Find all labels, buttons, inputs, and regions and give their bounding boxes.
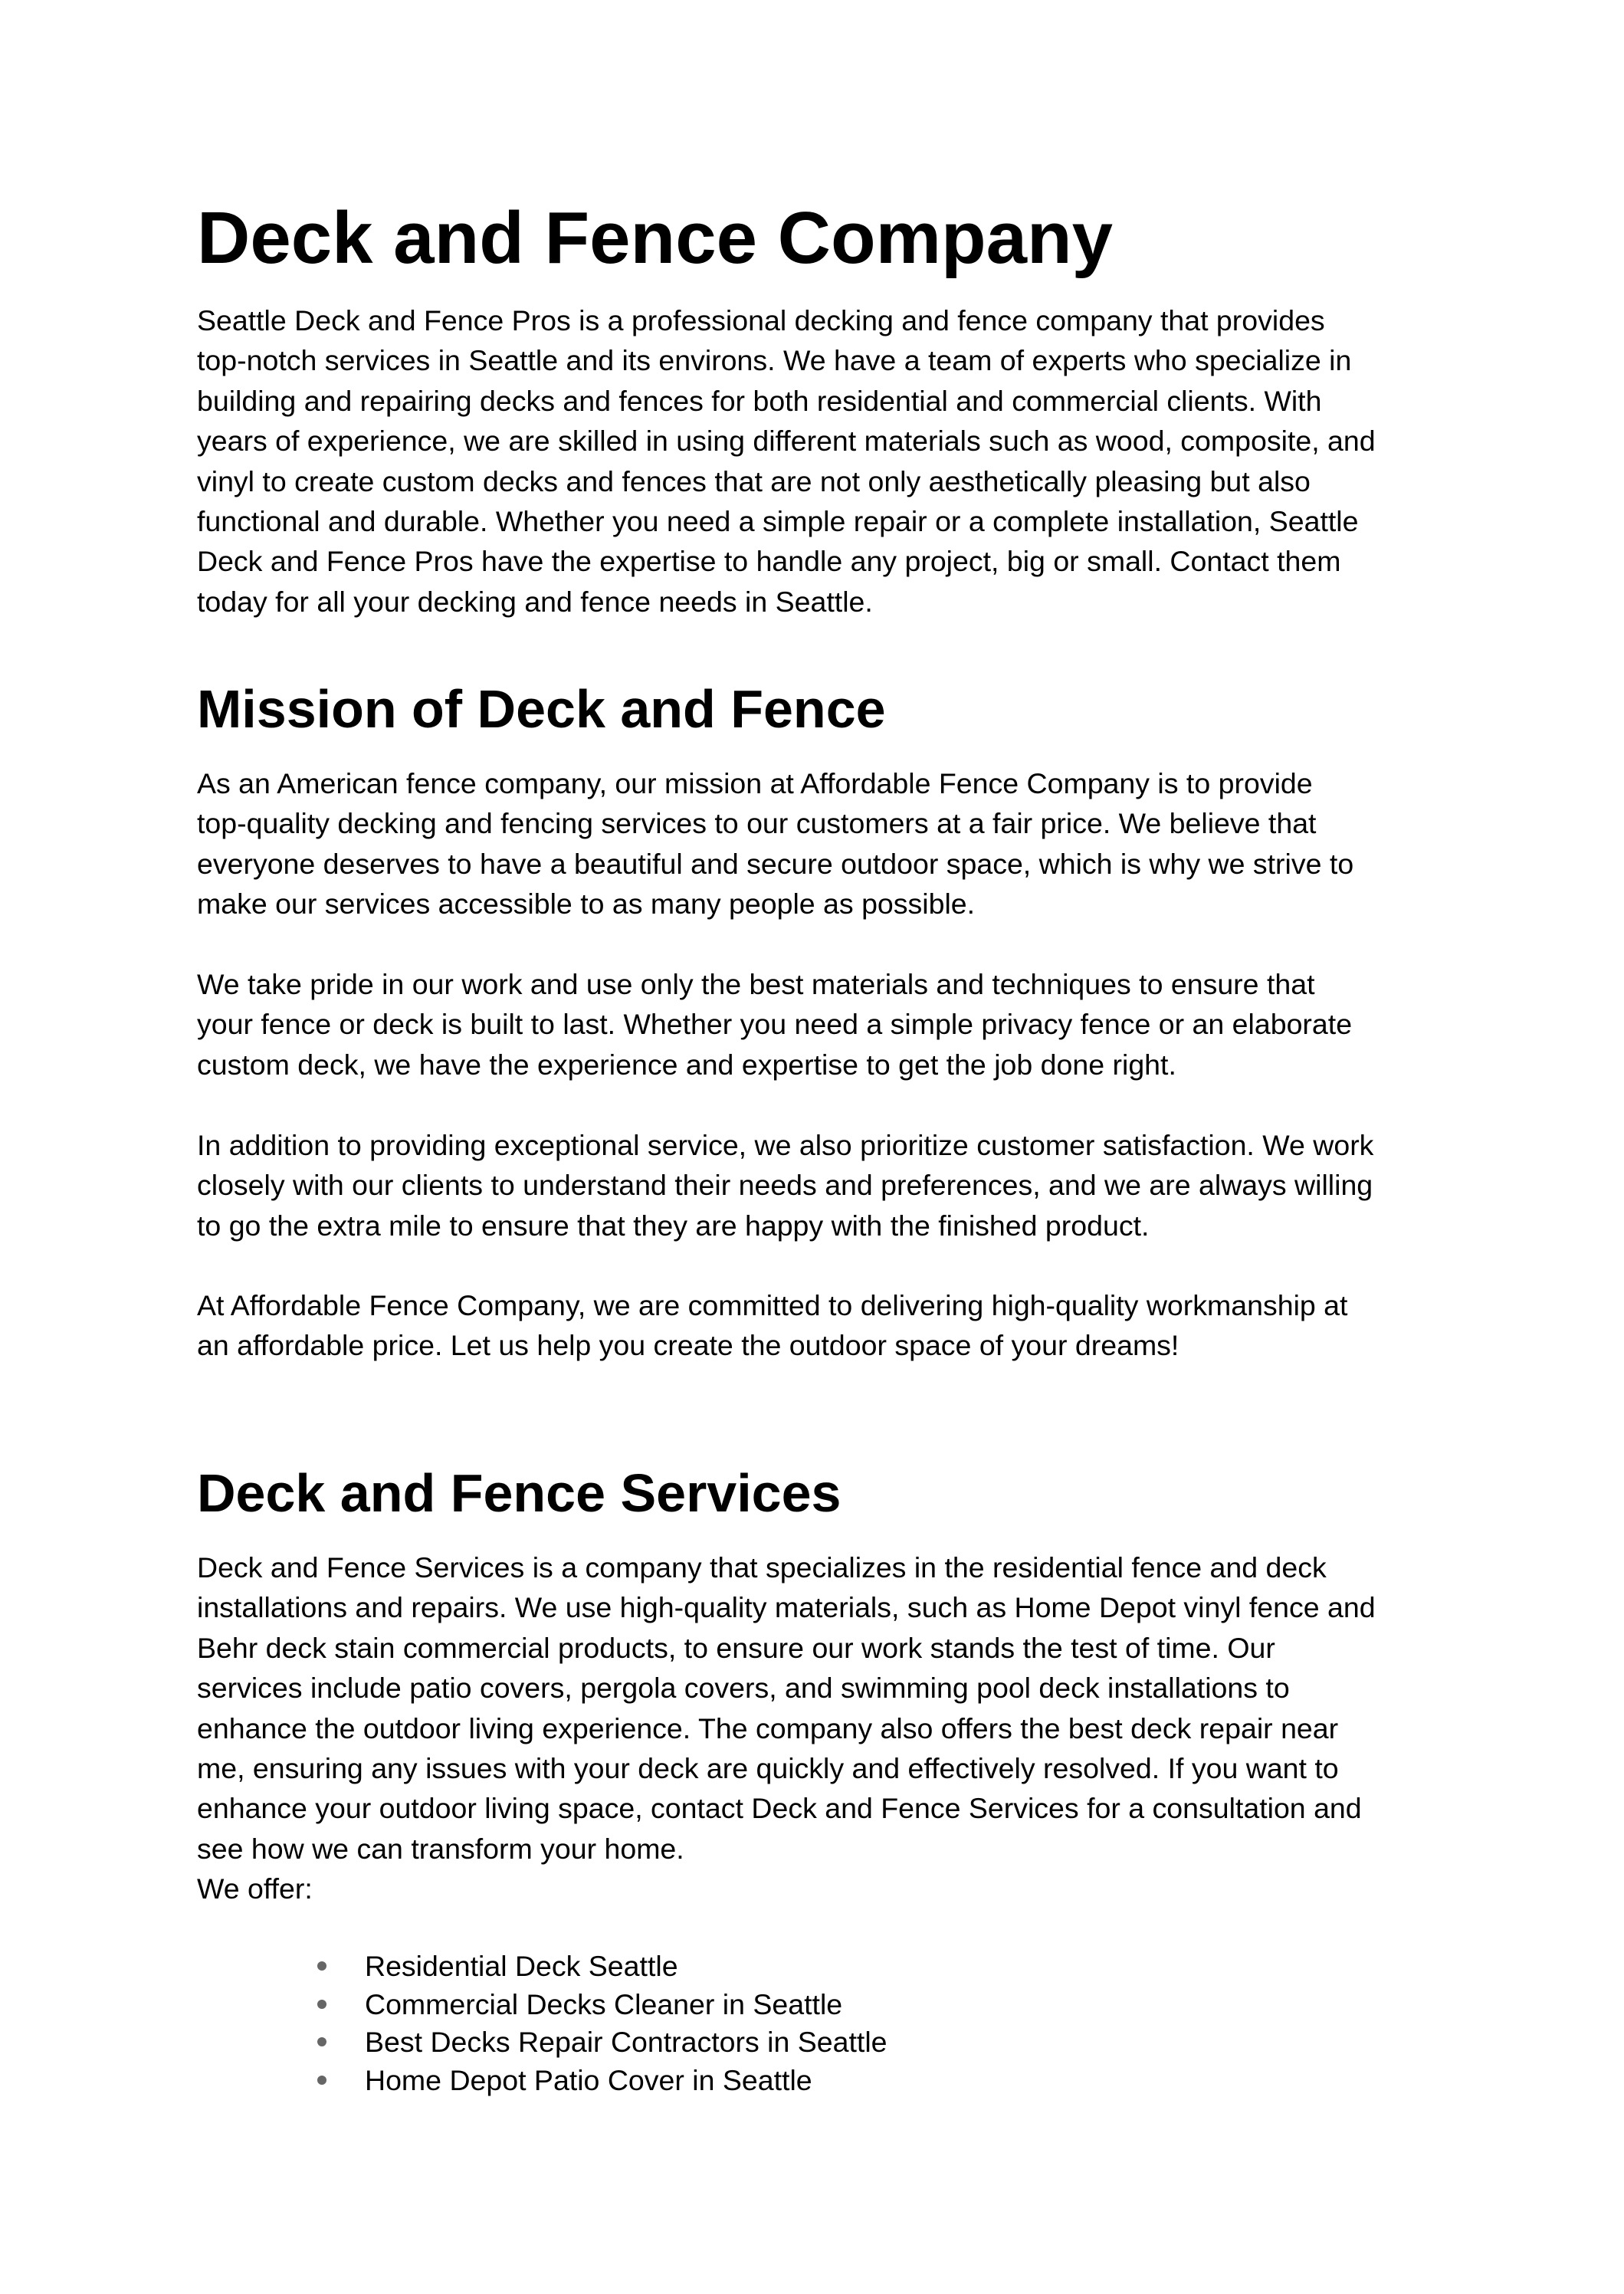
bullet-icon: [317, 2000, 326, 2009]
mission-heading: Mission of Deck and Fence: [197, 679, 886, 739]
text-line: Behr deck stain commercial products, to ensure our work stands the test of time. Our: [197, 1631, 1275, 1664]
list-item: [197, 2062, 887, 2100]
text-line: today for all your decking and fence needs in Seattle.: [197, 585, 873, 618]
text-line: your fence or deck is built to last. Whether you need a simple privacy fence or an elaborate: [197, 1008, 1353, 1041]
services-heading: Deck and Fence Services: [197, 1463, 842, 1523]
bullet-icon: [317, 2076, 326, 2085]
we-offer-label: We offer:: [197, 1872, 313, 1905]
list-item-text: Residential Deck Seattle: [365, 1950, 678, 1982]
list-item-text: Commercial Decks Cleaner in Seattle: [365, 1987, 843, 2020]
intro-paragraph: [197, 300, 1462, 622]
text-line: In addition to providing exceptional service, we also prioritize customer satisfaction. We work: [197, 1129, 1374, 1161]
text-line: vinyl to create custom decks and fences that are not only aesthetically pleasing but also: [197, 464, 1311, 497]
list-item-text: Best Decks Repair Contractors in Seattle: [365, 2026, 887, 2058]
text-line: enhance your outdoor living space, contact Deck and Fence Services for a consultation and: [197, 1792, 1362, 1825]
text-line: an affordable price. Let us help you create the outdoor space of your dreams!: [197, 1329, 1179, 1362]
text-line: years of experience, we are skilled in using different materials such as wood, composite, and: [197, 425, 1376, 458]
list-item: [197, 2023, 887, 2062]
list-item-text: Home Depot Patio Cover in Seattle: [365, 2063, 812, 2096]
text-line: installations and repairs. We use high-quality materials, such as Home Depot vinyl fence and: [197, 1591, 1376, 1624]
mission-paragraph-1: [197, 763, 1462, 924]
text-line: top-notch services in Seattle and its environs. We have a team of experts who specialize in: [197, 344, 1352, 377]
text-line: closely with our clients to understand their needs and preferences, and we are always willing: [197, 1169, 1373, 1202]
list-item: [197, 1948, 887, 1986]
document-title: Deck and Fence Company: [197, 197, 1114, 279]
text-line: to go the extra mile to ensure that they are happy with the finished product.: [197, 1209, 1150, 1242]
mission-paragraph-3: [197, 1125, 1462, 1245]
text-line: Seattle Deck and Fence Pros is a professional decking and fence company that provides: [197, 304, 1325, 336]
text-line: services include patio covers, pergola covers, and swimming pool deck installations to: [197, 1672, 1290, 1705]
text-line: Deck and Fence Pros have the expertise to handle any project, big or small. Contact them: [197, 545, 1341, 578]
text-line: enhance the outdoor living experience. The company also offers the best deck repair near: [197, 1711, 1339, 1744]
text-line: Deck and Fence Services is a company that specializes in the residential fence and deck: [197, 1551, 1327, 1583]
text-line: We take pride in our work and use only the best materials and techniques to ensure that: [197, 968, 1315, 1000]
offer-list: [197, 1948, 887, 2099]
bullet-icon: [317, 2037, 326, 2046]
text-line: see how we can transform your home.: [197, 1832, 684, 1865]
text-line: make our services accessible to as many people as possible.: [197, 888, 976, 921]
text-line: custom deck, we have the experience and expertise to get the job done right.: [197, 1048, 1176, 1081]
text-line: At Affordable Fence Company, we are committed to delivering high-quality workmanship at: [197, 1289, 1348, 1321]
services-paragraph: [197, 1547, 1462, 1909]
text-line: building and repairing decks and fences for both residential and commercial clients. With: [197, 384, 1322, 417]
text-line: top-quality decking and fencing services to our customers at a fair price. We believe that: [197, 807, 1317, 840]
mission-paragraph-2: [197, 964, 1462, 1085]
list-item: [197, 1986, 887, 2024]
text-line: me, ensuring any issues with your deck are quickly and effectively resolved. If you want to: [197, 1752, 1339, 1785]
text-line: functional and durable. Whether you need a simple repair or a complete installation, Seattle: [197, 505, 1359, 538]
bullet-icon: [317, 1961, 326, 1971]
text-line: As an American fence company, our mission at Affordable Fence Company is to provide: [197, 767, 1313, 799]
text-line: everyone deserves to have a beautiful and secure outdoor space, which is why we strive to: [197, 847, 1354, 880]
mission-paragraph-4: [197, 1285, 1462, 1366]
